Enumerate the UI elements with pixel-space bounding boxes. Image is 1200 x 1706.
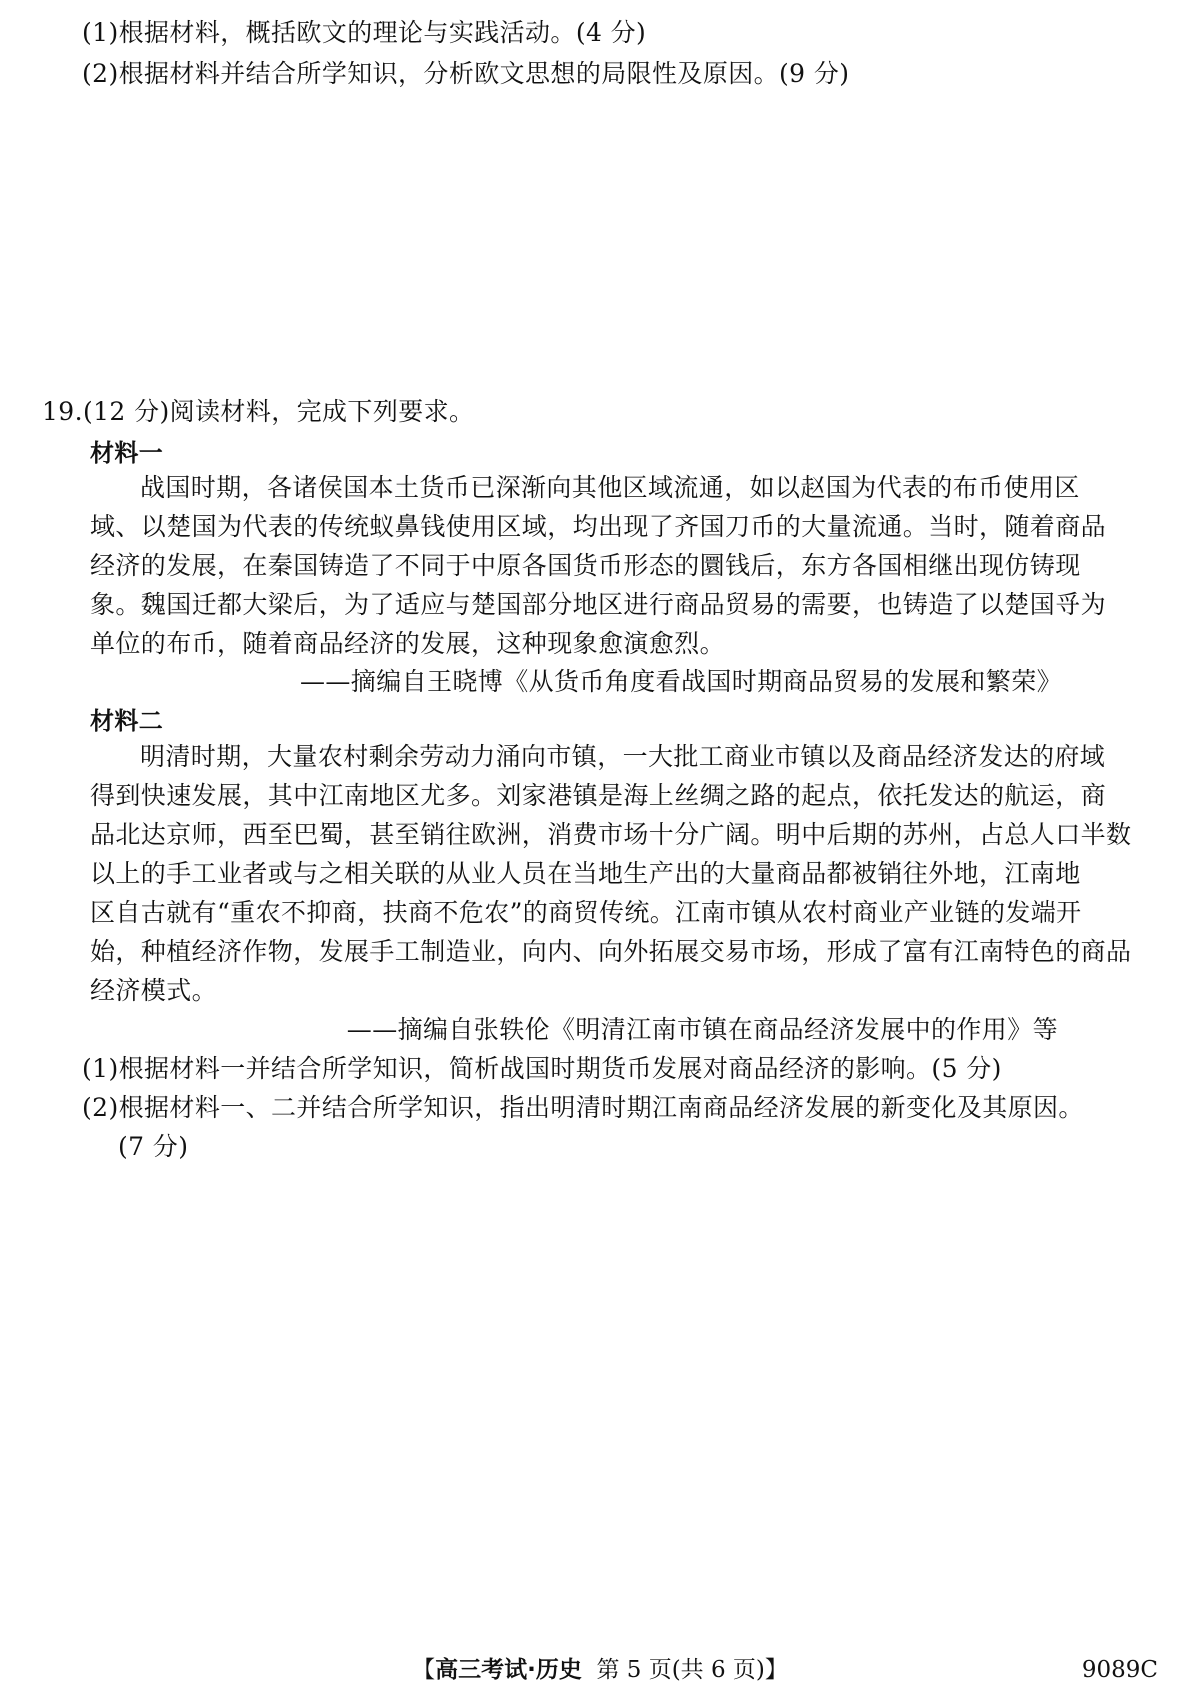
- question-19-part-1: (1)根据材料一并结合所学知识，简析战国时期货币发展对商品经济的影响。(5 分): [82, 1054, 1002, 1083]
- material-2-line: 始，种植经济作物，发展手工制造业，向内、向外拓展交易市场，形成了富有江南特色的商品: [90, 937, 1132, 966]
- footer-exam-name: 高三考试: [435, 1657, 528, 1683]
- exam-code: 9089C: [1081, 1657, 1158, 1683]
- material-2-line: 区自古就有“重农不抑商，扶商不危农”的商贸传统。江南市镇从农村商业产业链的发端开: [90, 898, 1082, 927]
- question-18-part-2: (2)根据材料并结合所学知识，分析欧文思想的局限性及原因。(9 分): [82, 59, 850, 88]
- material-1-source: ——摘编自王晓博《从货币角度看战国时期商品贸易的发展和繁荣》: [300, 667, 1063, 696]
- footer-dot: ·: [527, 1657, 536, 1683]
- question-19-part-2: (2)根据材料一、二并结合所学知识，指出明清时期江南商品经济发展的新变化及其原因。: [82, 1093, 1084, 1122]
- footer-subject: 历史: [535, 1657, 582, 1683]
- question-19-part-2-score: (7 分): [118, 1132, 189, 1161]
- material-2-line: 明清时期，大量农村剩余劳动力涌向市镇，一大批工商业市镇以及商品经济发达的府域: [140, 742, 1106, 771]
- page-footer: [0, 1655, 1200, 1685]
- question-18-part-1: (1)根据材料，概括欧文的理论与实践活动。(4 分): [82, 18, 647, 47]
- material-1-line: 经济的发展，在秦国铸造了不同于中原各国货币形态的圜钱后，东方各国相继出现仿铸现: [90, 551, 1081, 580]
- footer-bracket-close: 】: [764, 1657, 788, 1683]
- question-19-header: 19.(12 分)阅读材料，完成下列要求。: [42, 397, 475, 426]
- material-2-line: 得到快速发展，其中江南地区尤多。刘家港镇是海上丝绸之路的起点，依托发达的航运，商: [90, 781, 1107, 810]
- material-2-line: 品北达京师，西至巴蜀，甚至销往欧洲，消费市场十分广阔。明中后期的苏州，占总人口半数: [90, 820, 1132, 849]
- footer-bracket-open: 【: [412, 1657, 436, 1683]
- material-1-line: 单位的布币，随着商品经济的发展，这种现象愈演愈烈。: [90, 629, 726, 658]
- material-2-line: 经济模式。: [90, 976, 218, 1005]
- footer-page-number: 第 5 页(共 6 页): [596, 1657, 765, 1683]
- material-1-title: 材料一: [90, 439, 164, 467]
- material-1-line: 战国时期，各诸侯国本土货币已深渐向其他区域流通，如以赵国为代表的布币使用区: [140, 473, 1080, 502]
- material-2-title: 材料二: [90, 707, 164, 735]
- material-1-line: 象。魏国迁都大梁后，为了适应与楚国部分地区进行商品贸易的需要，也铸造了以楚国寽为: [90, 590, 1107, 619]
- material-1-line: 域、以楚国为代表的传统蚁鼻钱使用区域，均出现了齐国刀币的大量流通。当时，随着商品: [90, 512, 1107, 541]
- material-2-source: ——摘编自张轶伦《明清江南市镇在商品经济发展中的作用》等: [346, 1015, 1058, 1044]
- material-2-line: 以上的手工业者或与之相关联的从业人员在当地生产出的大量商品都被销往外地，江南地: [90, 859, 1081, 888]
